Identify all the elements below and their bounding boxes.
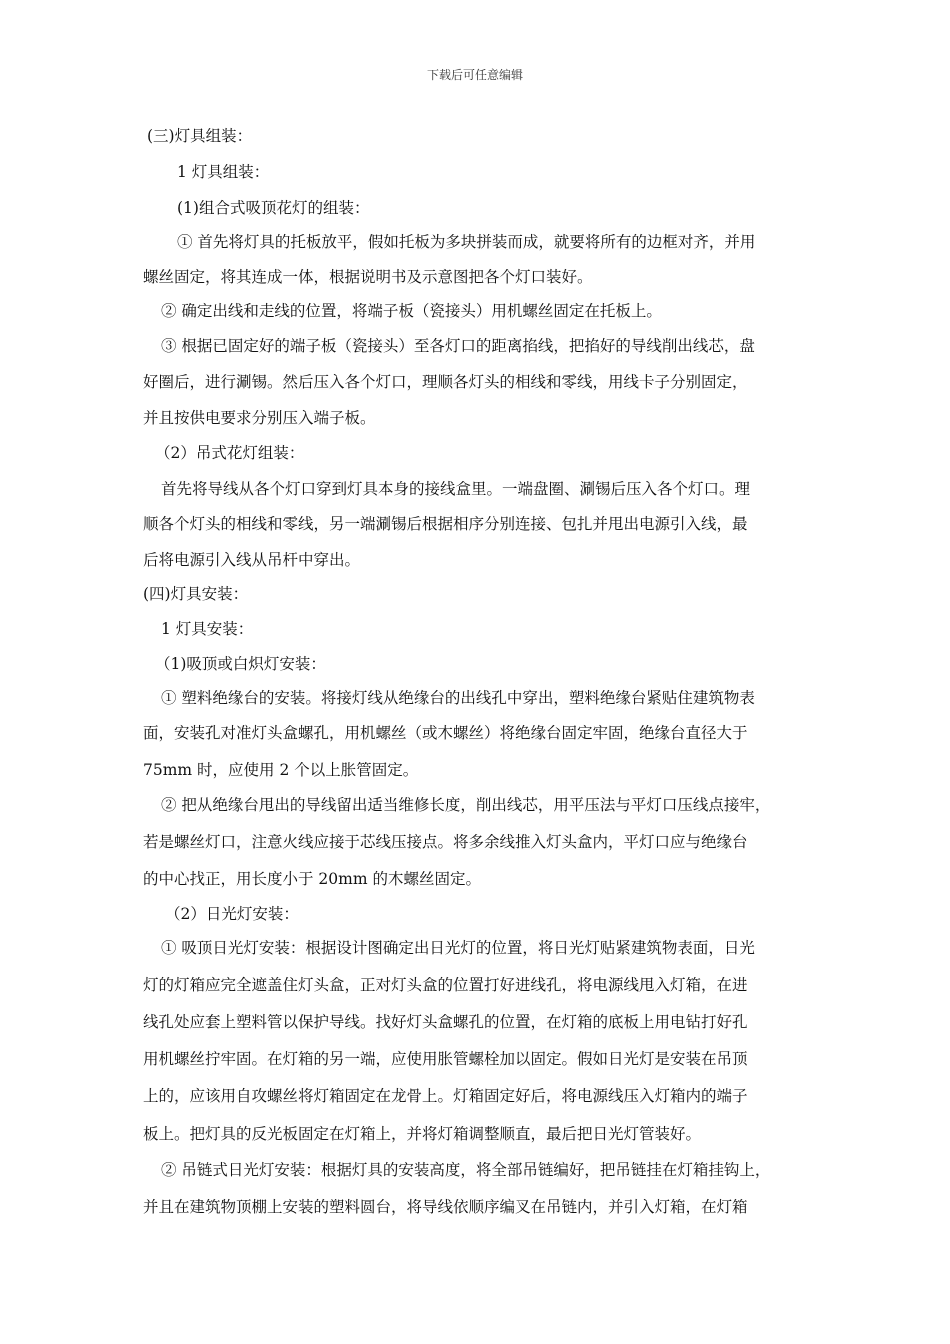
item-heading: （1)吸顶或白炽灯安装： bbox=[155, 655, 326, 673]
subsection-heading: 1 灯具组装： bbox=[177, 163, 270, 181]
paragraph-line: 75mm 时，应使用 2 个以上胀管固定。 bbox=[143, 761, 419, 779]
section-heading: (三)灯具组装： bbox=[147, 127, 253, 145]
paragraph-line: 顺各个灯头的相线和零线，另一端涮锡后根据相序分别连接、包扎并甩出电源引入线，最 bbox=[143, 515, 748, 533]
subsection-heading: 1 灯具安装： bbox=[161, 620, 254, 638]
item-heading: （2）日光灯安装： bbox=[165, 905, 299, 923]
section-heading: (四)灯具安装： bbox=[143, 585, 249, 603]
paragraph-line: ① 首先将灯具的托板放平，假如托板为多块拼装而成，就要将所有的边框对齐，并用 bbox=[177, 233, 756, 251]
page-header-note: 下载后可任意编辑 bbox=[426, 68, 523, 82]
paragraph-line: 并且按供电要求分别压入端子板。 bbox=[143, 409, 376, 427]
paragraph-line: 后将电源引入线从吊杆中穿出。 bbox=[143, 551, 361, 569]
paragraph-line: ② 把从绝缘台甩出的导线留出适当维修长度，削出线芯，用平压法与平灯口压线点接牢， bbox=[161, 796, 771, 814]
paragraph-line: ① 吸顶日光灯安装：根据设计图确定出日光灯的位置，将日光灯贴紧建筑物表面，日光 bbox=[161, 939, 755, 957]
paragraph-line: 面，安装孔对准灯头盒螺孔，用机螺丝（或木螺丝）将绝缘台固定牢固，绝缘台直径大于 bbox=[143, 724, 748, 742]
paragraph-line: 线孔处应套上塑料管以保护导线。找好灯头盒螺孔的位置，在灯箱的底板上用电钻打好孔 bbox=[143, 1013, 748, 1031]
paragraph-line: ① 塑料绝缘台的安装。将接灯线从绝缘台的出线孔中穿出，塑料绝缘台紧贴住建筑物表 bbox=[161, 689, 755, 707]
paragraph-line: 上的，应该用自攻螺丝将灯箱固定在龙骨上。灯箱固定好后，将电源线压入灯箱内的端子 bbox=[143, 1087, 748, 1105]
item-heading: （2）吊式花灯组装： bbox=[155, 444, 305, 462]
paragraph-line: 好圈后，进行涮锡。然后压入各个灯口，理顺各灯头的相线和零线，用线卡子分别固定， bbox=[143, 373, 748, 391]
paragraph-line: ② 确定出线和走线的位置，将端子板（瓷接头）用机螺丝固定在托板上。 bbox=[161, 302, 662, 320]
paragraph-line: ③ 根据已固定好的端子板（瓷接头）至各灯口的距离掐线，把掐好的导线削出线芯，盘 bbox=[161, 337, 755, 355]
paragraph-line: 的中心找正，用长度小于 20mm 的木螺丝固定。 bbox=[143, 870, 481, 888]
paragraph-line: 板上。把灯具的反光板固定在灯箱上，并将灯箱调整顺直，最后把日光灯管装好。 bbox=[143, 1125, 702, 1143]
paragraph-line: 螺丝固定，将其连成一体，根据说明书及示意图把各个灯口装好。 bbox=[143, 268, 593, 286]
paragraph-line: 若是螺丝灯口，注意火线应接于芯线压接点。将多余线推入灯头盒内，平灯口应与绝缘台 bbox=[143, 833, 748, 851]
item-heading: (1)组合式吸顶花灯的组装： bbox=[177, 199, 370, 217]
paragraph-line: 用机螺丝拧牢固。在灯箱的另一端，应使用胀管螺栓加以固定。假如日光灯是安装在吊顶 bbox=[143, 1050, 748, 1068]
paragraph-line: ② 吊链式日光灯安装：根据灯具的安装高度，将全部吊链编好，把吊链挂在灯箱挂钩上， bbox=[161, 1161, 771, 1179]
paragraph-line: 灯的灯箱应完全遮盖住灯头盒，正对灯头盒的位置打好进线孔，将电源线甩入灯箱，在进 bbox=[143, 976, 748, 994]
paragraph-line: 并且在建筑物顶棚上安装的塑料圆台，将导线依顺序编叉在吊链内，并引入灯箱，在灯箱 bbox=[143, 1198, 748, 1216]
paragraph-line: 首先将导线从各个灯口穿到灯具本身的接线盒里。一端盘圈、涮锡后压入各个灯口。理 bbox=[161, 480, 751, 498]
